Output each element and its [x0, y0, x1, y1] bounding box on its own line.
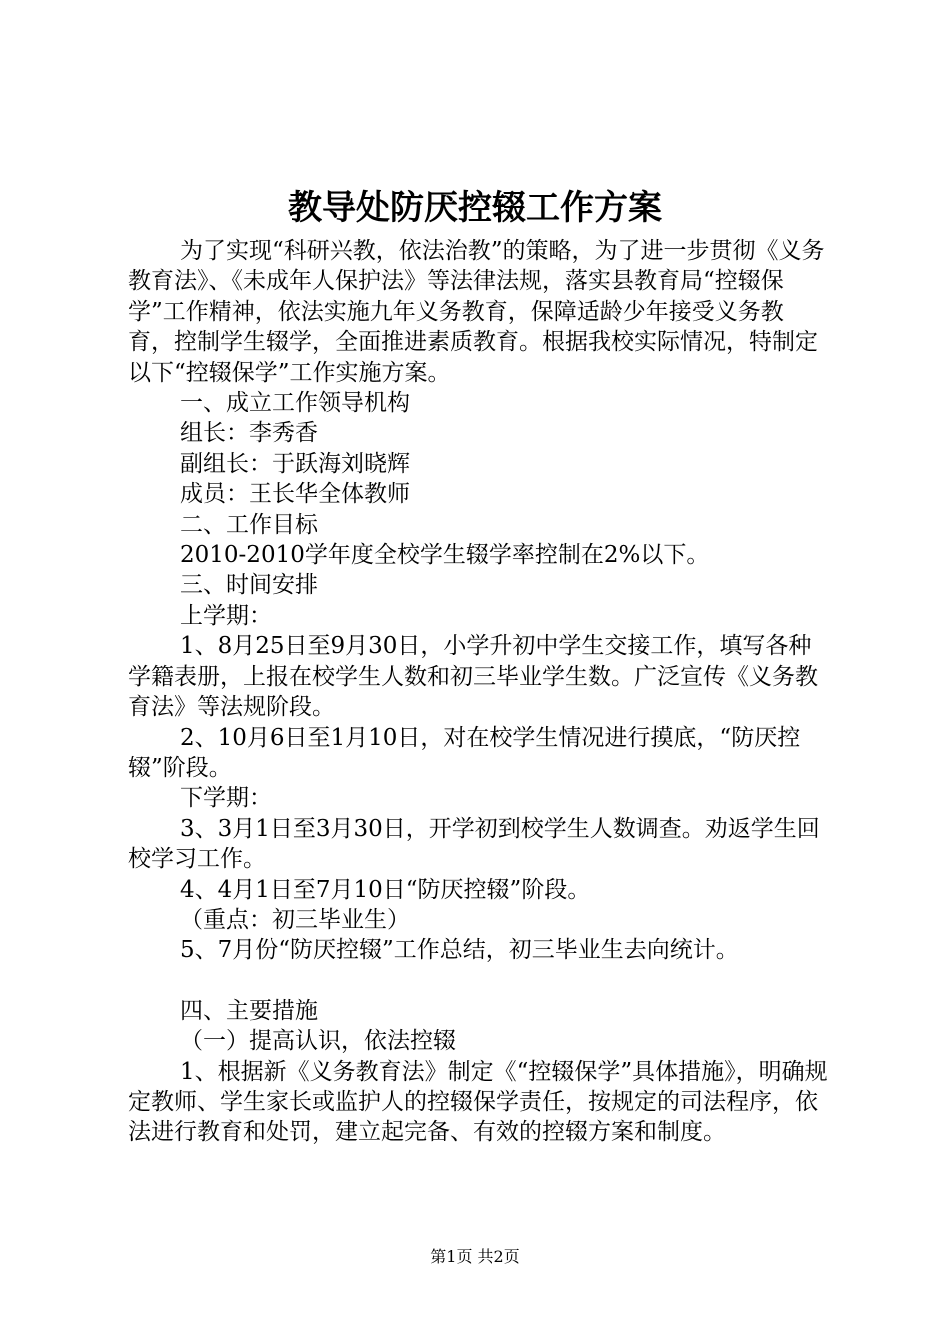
document-body — [128, 236, 828, 1148]
deputy-leader-line: 副组长：于跃海刘晓辉 — [180, 450, 410, 477]
page-number: 第1页 共2页 — [430, 1247, 520, 1266]
schedule-item-5: 5、7月份“防厌控辍”工作总结，初三毕业生去向统计。 — [180, 937, 739, 964]
second-semester-label: 下学期： — [180, 785, 272, 812]
blank-line — [128, 966, 828, 996]
members-line: 成员：王长华全体教师 — [180, 481, 410, 508]
section-heading-4: 四、主要措施 — [180, 997, 318, 1024]
schedule-item-4: 4、4月1日至7月10日“防厌控辍”阶段。 — [180, 876, 591, 903]
measure-item-1: 1、根据新《义务教育法》制定《“控辍保学”具体措施》，明确规定教师、学生家长或监护人的控辍保学责任，按规定的司法程序，依法进行教育和处罚，建立起完备、有效的控辍方案和制度。 — [128, 1058, 828, 1146]
leader-line: 组长：李秀香 — [180, 420, 318, 447]
first-semester-label: 上学期： — [180, 602, 272, 629]
schedule-item-3: 3、3月1日至3月30日，开学初到校学生人数调查。劝返学生回校学习工作。 — [128, 815, 820, 873]
goal-line: 2010-2010学年度全校学生辍学率控制在2%以下。 — [180, 542, 710, 569]
schedule-item-2: 2、10月6日至1月10日，对在校学生情况进行摸底，“防厌控辍”阶段。 — [128, 724, 801, 781]
section-heading-3: 三、时间安排 — [180, 572, 318, 599]
schedule-focus-note: （重点：初三毕业生） — [180, 906, 410, 933]
document-title: 教导处防厌控辍工作方案 — [288, 188, 662, 228]
intro-paragraph: 为了实现“科研兴教，依法治教”的策略，为了进一步贯彻《义务教育法》、《未成年人保护法》等法律法规，落实县教育局“控辍保学”工作精神，依法实施九年义务教育，保障适龄少年接受义务教育，控制学生辍学，全面推进素质教育。根据我校实际情况，特制定以下“控辍保学”工作实施方案。 — [128, 238, 825, 386]
section-heading-2: 二、工作目标 — [180, 511, 318, 538]
schedule-item-1: 1、8月25日至9月30日，小学升初中学生交接工作，填写各种学籍表册，上报在校学生人数和初三毕业学生数。广泛宣传《义务教育法》等法规阶段。 — [128, 633, 818, 721]
subsection-heading-1: （一）提高认识，依法控辍 — [180, 1028, 456, 1055]
section-heading-1: 一、成立工作领导机构 — [180, 390, 410, 417]
